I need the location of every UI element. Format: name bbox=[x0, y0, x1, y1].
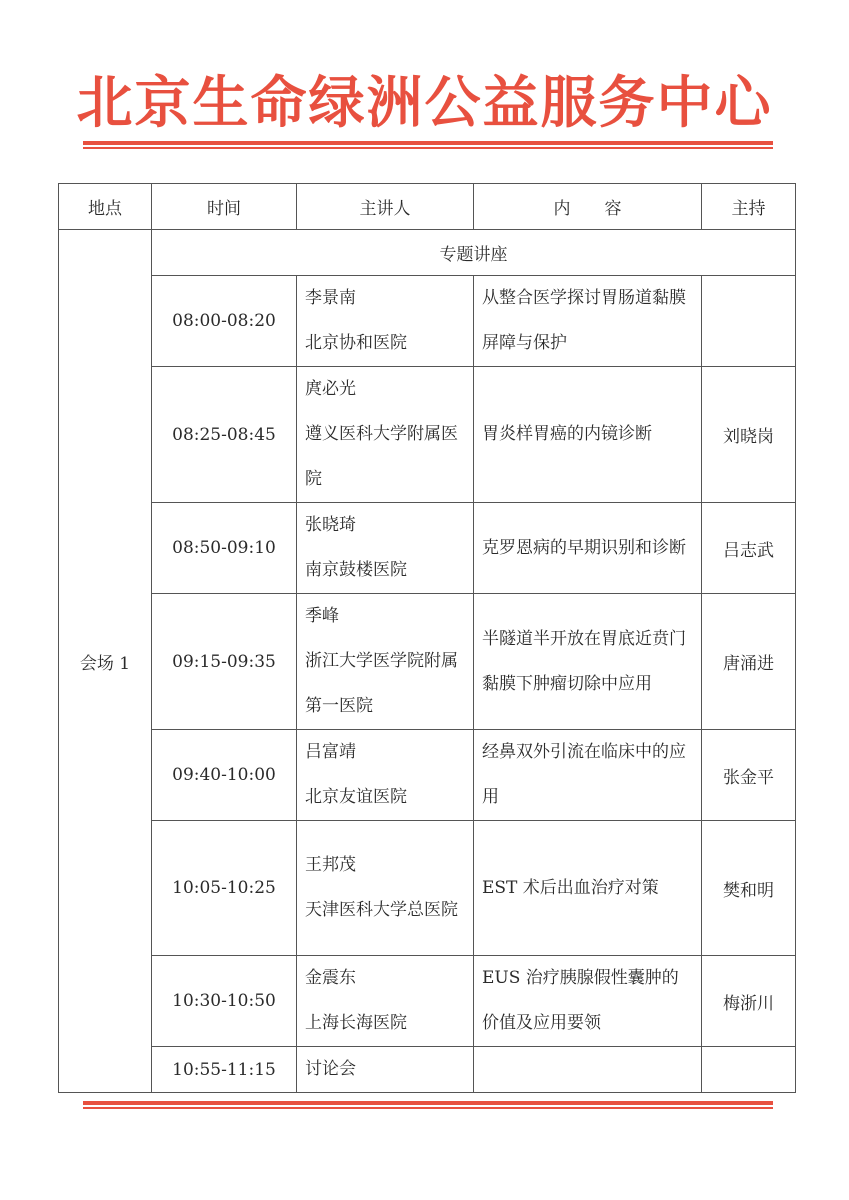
speaker-name: 庹必光 bbox=[305, 379, 356, 399]
speaker-name: 李景南 bbox=[305, 288, 356, 308]
column-header-speaker: 主讲人 bbox=[297, 184, 474, 230]
speaker-cell bbox=[297, 730, 474, 821]
footer-rule-thin bbox=[83, 1107, 773, 1109]
table-header-row bbox=[59, 184, 796, 230]
time-cell: 08:00-08:20 bbox=[152, 276, 297, 367]
content-cell: EUS 治疗胰腺假性囊肿的价值及应用要领 bbox=[474, 956, 702, 1047]
speaker-cell bbox=[297, 276, 474, 367]
speaker-org: 遵义医科大学附属医院 bbox=[305, 424, 458, 489]
speaker-org: 上海长海医院 bbox=[305, 1013, 407, 1033]
host-cell: 吕志武 bbox=[702, 503, 796, 594]
table-row bbox=[59, 956, 796, 1047]
column-header-location: 地点 bbox=[59, 184, 152, 230]
host-cell bbox=[702, 1047, 796, 1093]
host-cell: 张金平 bbox=[702, 730, 796, 821]
footer-rule-thick bbox=[83, 1101, 773, 1105]
section-title: 专题讲座 bbox=[152, 230, 796, 276]
speaker-org: 北京友谊医院 bbox=[305, 787, 407, 807]
table-row bbox=[59, 594, 796, 730]
time-cell: 09:40-10:00 bbox=[152, 730, 297, 821]
table-row bbox=[59, 276, 796, 367]
host-cell: 樊和明 bbox=[702, 821, 796, 956]
content-cell: EST 术后出血治疗对策 bbox=[474, 821, 702, 956]
host-cell: 梅浙川 bbox=[702, 956, 796, 1047]
table-row bbox=[59, 730, 796, 821]
schedule-table bbox=[58, 183, 796, 1093]
table-row bbox=[59, 503, 796, 594]
time-cell: 10:30-10:50 bbox=[152, 956, 297, 1047]
table-row bbox=[59, 1047, 796, 1093]
speaker-name: 季峰 bbox=[305, 606, 339, 626]
host-cell: 刘晓岗 bbox=[702, 367, 796, 503]
host-cell: 唐涌进 bbox=[702, 594, 796, 730]
content-cell: 胃炎样胃癌的内镜诊断 bbox=[474, 367, 702, 503]
speaker-cell bbox=[297, 821, 474, 956]
speaker-cell bbox=[297, 956, 474, 1047]
speaker-org: 天津医科大学总医院 bbox=[305, 900, 458, 920]
venue-cell: 会场 1 bbox=[59, 230, 152, 1093]
time-cell: 10:55-11:15 bbox=[152, 1047, 297, 1093]
time-cell: 10:05-10:25 bbox=[152, 821, 297, 956]
speaker-name: 张晓琦 bbox=[305, 515, 356, 535]
content-cell: 从整合医学探讨胃肠道黏膜屏障与保护 bbox=[474, 276, 702, 367]
header-rule-thin bbox=[83, 147, 773, 149]
speaker-name: 金震东 bbox=[305, 968, 356, 988]
speaker-org: 南京鼓楼医院 bbox=[305, 560, 407, 580]
speaker-cell: 讨论会 bbox=[297, 1047, 474, 1093]
speaker-org: 浙江大学医学院附属第一医院 bbox=[305, 651, 458, 716]
content-cell: 半隧道半开放在胃底近贲门黏膜下肿瘤切除中应用 bbox=[474, 594, 702, 730]
speaker-cell bbox=[297, 503, 474, 594]
time-cell: 08:50-09:10 bbox=[152, 503, 297, 594]
speaker-cell bbox=[297, 367, 474, 503]
column-header-time: 时间 bbox=[152, 184, 297, 230]
column-header-content: 内 容 bbox=[474, 184, 702, 230]
time-cell: 08:25-08:45 bbox=[152, 367, 297, 503]
header-rule-thick bbox=[83, 141, 773, 145]
table-row bbox=[59, 367, 796, 503]
speaker-name: 吕富靖 bbox=[305, 742, 356, 762]
speaker-cell bbox=[297, 594, 474, 730]
section-row bbox=[59, 230, 796, 276]
table-row bbox=[59, 821, 796, 956]
content-cell: 经鼻双外引流在临床中的应用 bbox=[474, 730, 702, 821]
speaker-org: 北京协和医院 bbox=[305, 333, 407, 353]
host-cell bbox=[702, 276, 796, 367]
time-cell: 09:15-09:35 bbox=[152, 594, 297, 730]
content-cell: 克罗恩病的早期识别和诊断 bbox=[474, 503, 702, 594]
column-header-host: 主持 bbox=[702, 184, 796, 230]
speaker-name: 王邦茂 bbox=[305, 855, 356, 875]
content-cell bbox=[474, 1047, 702, 1093]
header-title: 北京生命绿洲公益服务中心 bbox=[76, 71, 773, 136]
